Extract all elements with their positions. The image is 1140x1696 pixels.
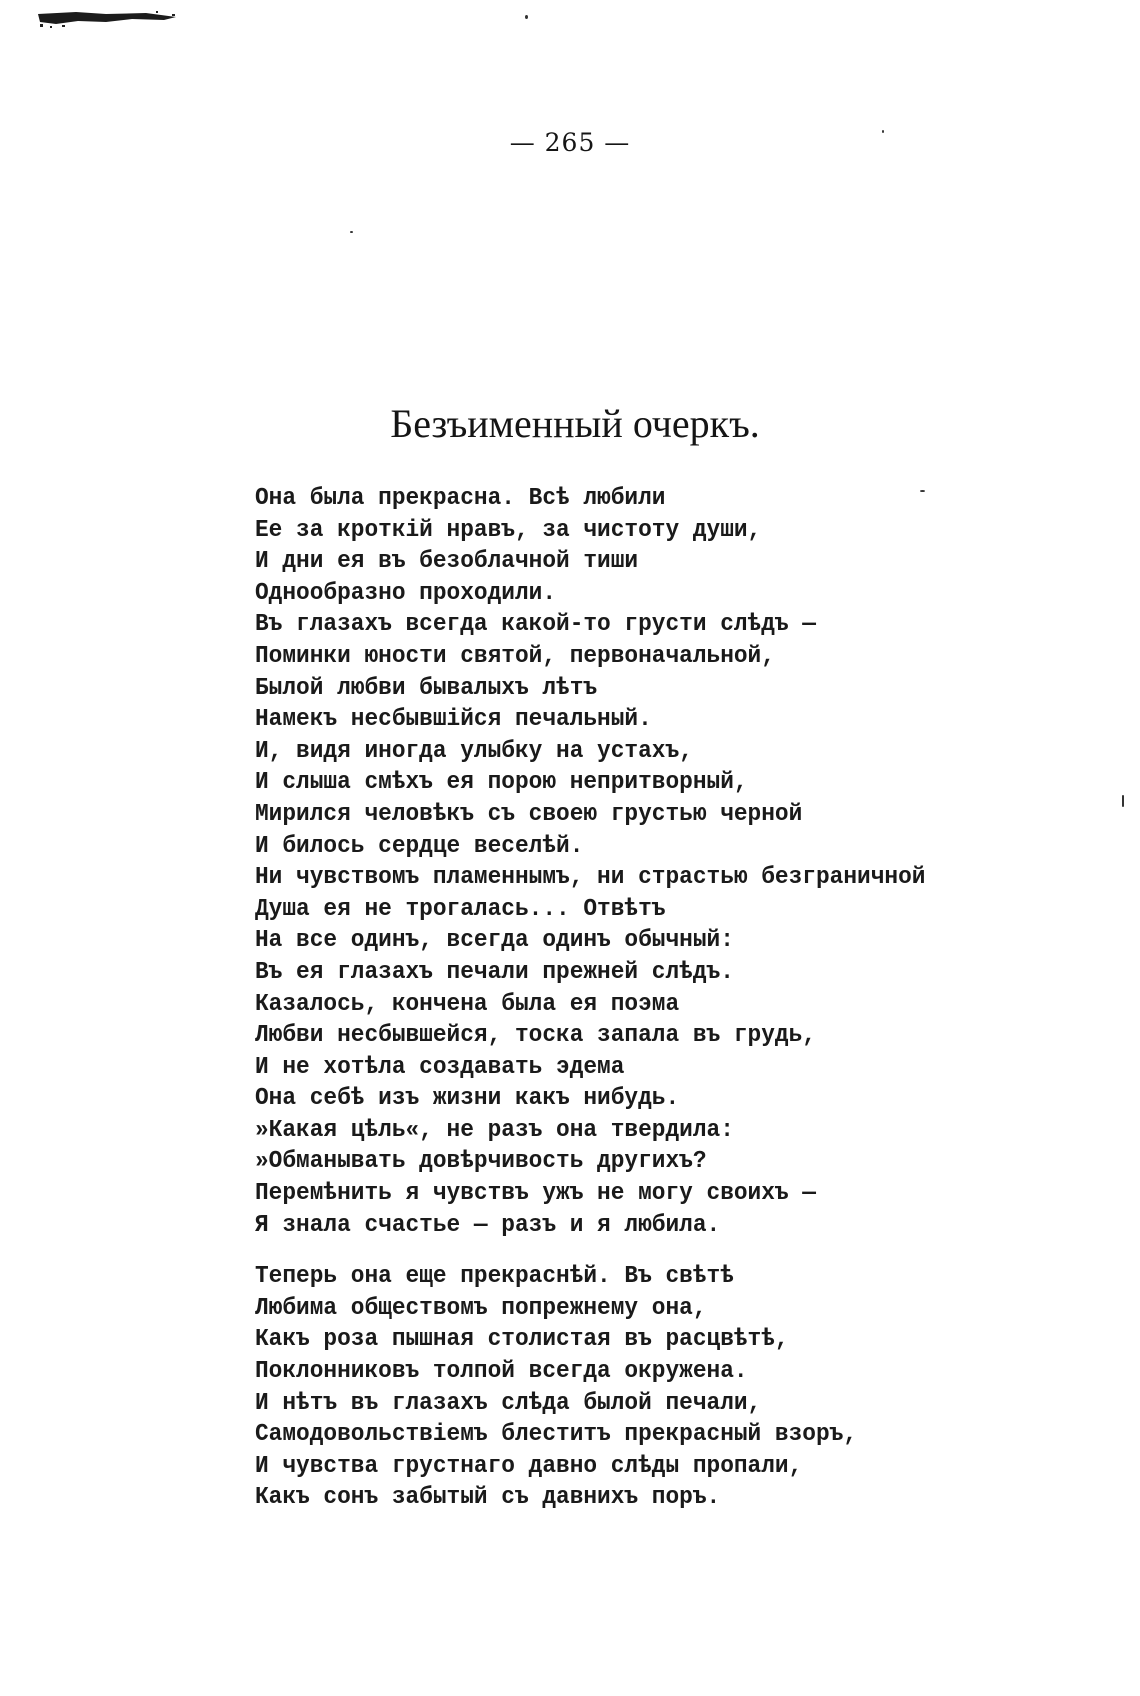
- poem-line: Самодовольствіемъ блеститъ прекрасный взоръ,: [255, 1421, 858, 1449]
- scan-speck: [350, 231, 353, 233]
- poem-line: Любима обществомъ попрежнему она,: [255, 1294, 707, 1322]
- poem-line: И слыша смѣхъ ея порою непритворный,: [255, 769, 748, 797]
- poem-line: Она себѣ изъ жизни какъ нибудь.: [255, 1085, 680, 1113]
- poem-line: Какъ роза пышная столистая въ расцвѣтѣ,: [255, 1326, 789, 1354]
- poem-line: Перемѣнить я чувствъ ужъ не могу своихъ —: [255, 1180, 816, 1208]
- poem-line: Былой любви бывалыхъ лѣтъ: [255, 674, 598, 702]
- poem-line: Я знала счастье — разъ и я любила.: [255, 1211, 721, 1239]
- poem-line: И нѣтъ въ глазахъ слѣда былой печали,: [255, 1389, 762, 1417]
- poem-body: [255, 483, 1072, 1514]
- poem-line: И не хотѣла создавать эдема: [255, 1053, 625, 1081]
- scan-speck: [1122, 795, 1124, 807]
- poem-line: Мирился человѣкъ съ своею грустью черной: [255, 800, 803, 828]
- poem-line: Казалось, кончена была ея поэма: [255, 990, 680, 1018]
- poem-line: Въ ея глазахъ печали прежней слѣдъ.: [255, 958, 734, 986]
- stanza: [255, 1261, 1072, 1514]
- poem-line: И, видя иногда улыбку на устахъ,: [255, 737, 693, 765]
- poem-line: И чувства грустнаго давно слѣды пропали,: [255, 1452, 803, 1480]
- poem-line: Намекъ несбывшійся печальный.: [255, 706, 652, 734]
- scan-smudge-mark: [36, 8, 184, 30]
- poem-line: Поклонниковъ толпой всегда окружена.: [255, 1358, 748, 1386]
- poem-line: Однообразно проходили.: [255, 579, 557, 607]
- poem-line: Она была прекрасна. Всѣ любили: [255, 485, 666, 512]
- scan-speck: [525, 15, 528, 19]
- poem-line: Любви несбывшейся, тоска запала въ грудь,: [255, 1022, 816, 1050]
- poem-line: Какъ сонъ забытый съ давнихъ поръ.: [255, 1484, 721, 1512]
- poem-title: Безъименный очеркъ.: [390, 401, 760, 446]
- poem-line: И билось сердце веселѣй.: [255, 832, 584, 860]
- page-number: — 265 —: [509, 128, 631, 157]
- poem-line: »Какая цѣль«, не разъ она твердила:: [255, 1116, 734, 1144]
- poem-line: Душа ея не трогалась... Отвѣтъ: [255, 895, 666, 923]
- poem-line: Ни чувствомъ пламеннымъ, ни страстью безграничной: [255, 864, 926, 892]
- stanza: [255, 483, 1072, 1241]
- poem-line: Въ глазахъ всегда какой-то грусти слѣдъ —: [255, 611, 816, 639]
- poem-line: На все одинъ, всегда одинъ обычный:: [255, 927, 734, 955]
- poem-line: Теперь она еще прекраснѣй. Въ свѣтѣ: [255, 1263, 734, 1291]
- poem-line: Поминки юности святой, первоначальной,: [255, 642, 775, 670]
- poem-line: И дни ея въ безоблачной тиши: [255, 548, 639, 576]
- poem-line: »Обманывать довѣрчивость другихъ?: [255, 1148, 707, 1176]
- poem-line: Ее за кроткій нравъ, за чистоту души,: [255, 516, 762, 544]
